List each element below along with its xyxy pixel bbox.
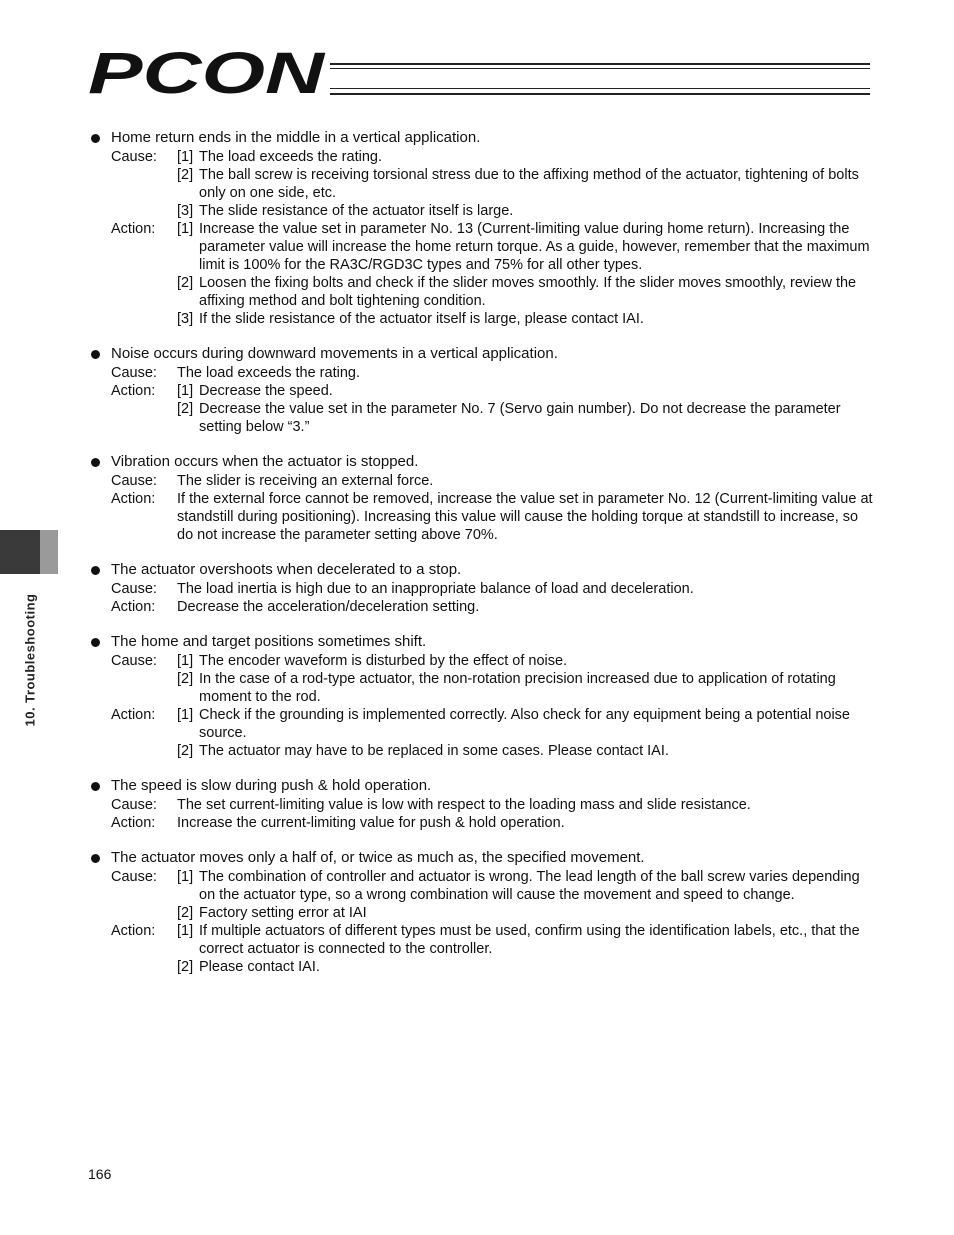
issue-section: [88, 848, 878, 976]
item-text: The combination of controller and actuator is wrong. The lead length of the ball screw varies depending on the actuator type, so a wrong combination will cause the movement and speed to change.: [199, 869, 860, 903]
bullet-icon: [91, 350, 100, 359]
item-text: Decrease the speed.: [199, 383, 333, 399]
item-number: [2]: [177, 959, 194, 975]
cause-row: [88, 364, 878, 382]
cause-item: [177, 166, 878, 202]
item-text: Loosen the fixing bolts and check if the slider moves smoothly. If the slider moves smoothly, review the affixing method and bolt tightening condition.: [199, 275, 857, 309]
item-number: [2]: [177, 401, 194, 417]
action-label: Action:: [111, 599, 156, 615]
item-number: [2]: [177, 167, 194, 183]
action-text: If the external force cannot be removed, increase the value set in parameter No. 12 (Current-limiting value at standstill during positioning). Increasing this value will cause the holding torque at standstill to increase, so do not increase the parameter setting above 70%.: [177, 491, 873, 543]
item-text: If multiple actuators of different types must be used, confirm using the identification labels, etc., that the correct actuator is connected to the controller.: [199, 923, 860, 957]
cause-item: [177, 148, 878, 166]
cause-item: [177, 868, 878, 904]
issue-section: [88, 560, 878, 616]
issue-heading: [88, 776, 878, 796]
action-row: [88, 814, 878, 832]
cause-text: The load inertia is high due to an inappropriate balance of load and deceleration.: [177, 581, 694, 597]
issue-section: [88, 776, 878, 832]
item-text: Check if the grounding is implemented correctly. Also check for any equipment being a potential noise source.: [199, 707, 850, 741]
item-text: Please contact IAI.: [199, 959, 320, 975]
action-label: Action:: [111, 221, 156, 237]
cause-label: Cause:: [111, 797, 157, 813]
action-item: [177, 220, 878, 274]
item-text: The actuator may have to be replaced in some cases. Please contact IAI.: [199, 743, 669, 759]
action-label: Action:: [111, 815, 156, 831]
item-text: Decrease the value set in the parameter No. 7 (Servo gain number). Do not decrease the parameter setting below “3.”: [199, 401, 841, 435]
svg-text:PCON: PCON: [88, 48, 326, 98]
action-row: [88, 706, 878, 760]
cause-label: Cause:: [111, 149, 157, 165]
cause-row: [88, 796, 878, 814]
cause-item: [177, 670, 878, 706]
item-number: [1]: [177, 653, 194, 669]
cause-row: [88, 652, 878, 706]
chapter-tab-marker: [0, 530, 40, 574]
issue-title: The actuator moves only a half of, or twice as much as, the specified movement.: [111, 849, 645, 866]
issue-heading: [88, 848, 878, 868]
cause-text: The slider is receiving an external force.: [177, 473, 434, 489]
action-row: [88, 598, 878, 616]
item-number: [1]: [177, 383, 194, 399]
action-item: [177, 310, 878, 328]
item-number: [2]: [177, 905, 194, 921]
item-number: [2]: [177, 671, 194, 687]
cause-row: [88, 148, 878, 220]
issue-heading: [88, 344, 878, 364]
issue-title: Vibration occurs when the actuator is stopped.: [111, 453, 419, 470]
issue-section: [88, 344, 878, 436]
action-item: [177, 274, 878, 310]
item-number: [3]: [177, 311, 194, 327]
issue-title: Noise occurs during downward movements in a vertical application.: [111, 345, 558, 362]
action-row: [88, 490, 878, 544]
item-number: [1]: [177, 869, 194, 885]
item-number: [1]: [177, 221, 194, 237]
item-number: [2]: [177, 275, 194, 291]
pcon-logo: [88, 48, 328, 98]
cause-label: Cause:: [111, 869, 157, 885]
issue-section: [88, 632, 878, 760]
page-number: 166: [88, 1166, 112, 1182]
cause-label: Cause:: [111, 581, 157, 597]
issue-heading: [88, 632, 878, 652]
action-label: Action:: [111, 491, 156, 507]
bullet-icon: [91, 854, 100, 863]
action-row: [88, 220, 878, 328]
chapter-tab-marker-shade: [40, 530, 58, 574]
cause-label: Cause:: [111, 365, 157, 381]
issue-title: The home and target positions sometimes shift.: [111, 633, 427, 650]
header-rule-top: [330, 63, 870, 65]
cause-row: [88, 580, 878, 598]
item-text: The load exceeds the rating.: [199, 149, 382, 165]
item-number: [1]: [177, 707, 194, 723]
item-number: [3]: [177, 203, 194, 219]
item-text: Factory setting error at IAI: [199, 905, 367, 921]
cause-row: [88, 472, 878, 490]
issue-title: Home return ends in the middle in a vertical application.: [111, 129, 481, 146]
issue-title: The actuator overshoots when decelerated to a stop.: [111, 561, 462, 578]
issue-section: [88, 128, 878, 328]
header-rule-bottom-thin: [330, 88, 870, 89]
action-item: [177, 958, 878, 976]
action-text: Increase the current-limiting value for push & hold operation.: [177, 815, 565, 831]
action-label: Action:: [111, 383, 156, 399]
item-text: The slide resistance of the actuator itself is large.: [199, 203, 514, 219]
issue-section: [88, 452, 878, 544]
bullet-icon: [91, 458, 100, 467]
action-row: [88, 922, 878, 976]
cause-item: [177, 202, 878, 220]
cause-text: The load exceeds the rating.: [177, 365, 360, 381]
cause-label: Cause:: [111, 653, 157, 669]
bullet-icon: [91, 638, 100, 647]
action-item: [177, 706, 878, 742]
item-text: The encoder waveform is disturbed by the effect of noise.: [199, 653, 568, 669]
action-row: [88, 382, 878, 436]
action-label: Action:: [111, 923, 156, 939]
bullet-icon: [91, 782, 100, 791]
header-rule-top-thin: [330, 68, 870, 69]
cause-label: Cause:: [111, 473, 157, 489]
action-text: Decrease the acceleration/deceleration setting.: [177, 599, 480, 615]
item-number: [1]: [177, 149, 194, 165]
action-item: [177, 742, 878, 760]
cause-item: [177, 652, 878, 670]
cause-text: The set current-limiting value is low with respect to the loading mass and slide resistance.: [177, 797, 751, 813]
cause-row: [88, 868, 878, 922]
issue-heading: [88, 560, 878, 580]
issue-title: The speed is slow during push & hold operation.: [111, 777, 432, 794]
item-text: If the slide resistance of the actuator itself is large, please contact IAI.: [199, 311, 644, 327]
action-item: [177, 400, 878, 436]
item-number: [2]: [177, 743, 194, 759]
chapter-side-label: 10. Troubleshooting: [22, 593, 38, 727]
issue-heading: [88, 452, 878, 472]
bullet-icon: [91, 566, 100, 575]
item-text: Increase the value set in parameter No. 13 (Current-limiting value during home return). Increasing the parameter value will increase the home return torque. As a guide, however, remember that the maximum limit is 100% for the RA3C/RGD3C types and 75% for all other types.: [199, 221, 870, 273]
item-text: The ball screw is receiving torsional stress due to the affixing method of the actuator, tightening of bolts only on one side, etc.: [199, 167, 859, 201]
troubleshooting-content: [88, 128, 878, 992]
cause-item: [177, 904, 878, 922]
issue-heading: [88, 128, 878, 148]
item-number: [1]: [177, 923, 194, 939]
action-item: [177, 382, 878, 400]
item-text: In the case of a rod-type actuator, the non-rotation precision increased due to application of rotating moment to the rod.: [199, 671, 836, 705]
bullet-icon: [91, 134, 100, 143]
action-item: [177, 922, 878, 958]
action-label: Action:: [111, 707, 156, 723]
header-rule-bottom: [330, 93, 870, 95]
